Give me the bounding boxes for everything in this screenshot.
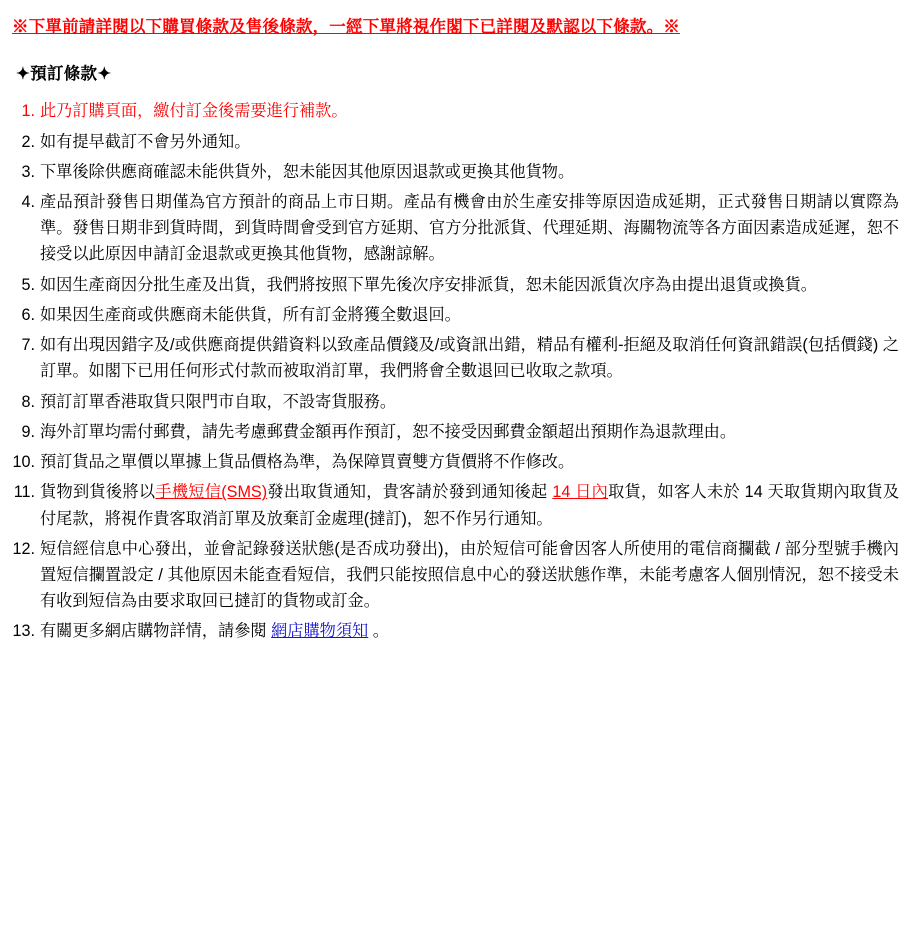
term-text: 如有出現因錯字及/或供應商提供錯資料以致產品價錢及/或資訊出錯，精品有權利-拒絕及取消任何資訊錯誤(包括價錢) 之訂單。如閣下已用任何形式付款而被取消訂單，我們將會全數退回已收取之款項。 — [40, 336, 899, 381]
term-text: 海外訂單均需付郵費，請先考慮郵費金額再作預訂，恕不接受因郵費金額超出預期作為退款理由。 — [40, 422, 737, 441]
term-item — [10, 536, 899, 615]
term-number: 9. — [21, 422, 35, 441]
term-text: 預訂貨品之單價以單據上貨品價格為準，為保障買賣雙方貨價將不作修改。 — [40, 453, 575, 472]
term-number: 4. — [21, 192, 35, 211]
term-number: 10. — [12, 453, 35, 472]
term-number: 11. — [13, 483, 35, 502]
term-item — [10, 272, 899, 298]
term-text: 此乃訂購頁面，繳付訂金後需要進行補款。 — [40, 102, 348, 121]
term-item — [10, 332, 899, 384]
term-text: 下單後除供應商確認未能供貨外，恕未能因其他原因退款或更換其他貨物。 — [40, 162, 575, 181]
term-text: 如有提早截訂不會另外通知。 — [40, 132, 251, 151]
term-number: 7. — [21, 336, 35, 355]
term-item — [10, 98, 899, 124]
term-text: 如因生產商因分批生產及出貨，我們將按照下單先後次序安排派貨，恕未能因派貨次序為由提出退貨或換貨。 — [40, 275, 817, 294]
term-item — [10, 449, 899, 475]
term-text — [40, 618, 899, 644]
term-number: 6. — [21, 305, 35, 324]
term-item — [10, 189, 899, 268]
term-text: 產品預計發售日期僅為官方預計的商品上市日期。產品有機會由於生產安排等原因造成延期，正式發售日期請以實際為準。發售日期非到貨時間，到貨時間會受到官方延期、官方分批派貨、代理延期、海關物流等各方面因素造成延遲，恕不接受以此原因申請訂金退款或更換其他貨物，感謝諒解。 — [40, 192, 899, 264]
shop-guide-link[interactable]: 網店購物須知 — [271, 622, 369, 641]
term-item — [10, 618, 899, 644]
term-text-fragment: 有關更多網店購物詳情，請參閱 — [40, 622, 272, 641]
term-text-fragment: 取貨，如客人未於 14 天取貨期內取貨及付尾款，將視作貴客取消訂單及放棄訂金處理(撻訂)，恕不作另行通知。 — [40, 483, 900, 528]
page-title: ✦預訂條款✦ — [16, 65, 112, 84]
term-text — [40, 479, 899, 531]
term-item — [10, 479, 899, 531]
term-number: 1. — [21, 102, 35, 121]
term-text: 預訂訂單香港取貨只限門市自取，不設寄貨服務。 — [40, 392, 397, 411]
terms-list — [10, 98, 899, 644]
term-item — [10, 302, 899, 328]
term-number: 2. — [21, 132, 35, 151]
term-text-fragment: 發出取貨通知，貴客請於發到通知後起 — [267, 483, 553, 502]
term-item — [10, 389, 899, 415]
term-text-fragment: 貨物到貨後將以 — [40, 483, 156, 502]
term-item — [10, 159, 899, 185]
term-number: 13. — [12, 622, 35, 641]
term-text: 短信經信息中心發出，並會記錄發送狀態(是否成功發出)，由於短信可能會因客人所使用的電信商攔截 / 部分型號手機內置短信攔置設定 / 其他原因未能查看短信，我們只能按照信息中心的發送狀態作準，未能考慮客人個別情況，恕不接受未有收到短信為由要求取回已撻訂的貨物或訂金。 — [40, 539, 899, 611]
emphasis-text: 14 日內 — [552, 483, 609, 502]
page-headline: ※下單前請詳閱以下購買條款及售後條款，一經下單將視作閣下已詳閱及默認以下條款。※ — [12, 18, 680, 36]
emphasis-text: 手機短信(SMS) — [155, 483, 268, 502]
term-text: 如果因生產商或供應商未能供貨，所有訂金將獲全數退回。 — [40, 305, 461, 324]
term-number: 12. — [12, 539, 35, 558]
term-number: 3. — [21, 162, 35, 181]
term-text-fragment: 。 — [368, 622, 389, 641]
term-number: 5. — [21, 275, 35, 294]
term-item — [10, 419, 899, 445]
term-number: 8. — [21, 392, 35, 411]
term-item — [10, 129, 899, 155]
